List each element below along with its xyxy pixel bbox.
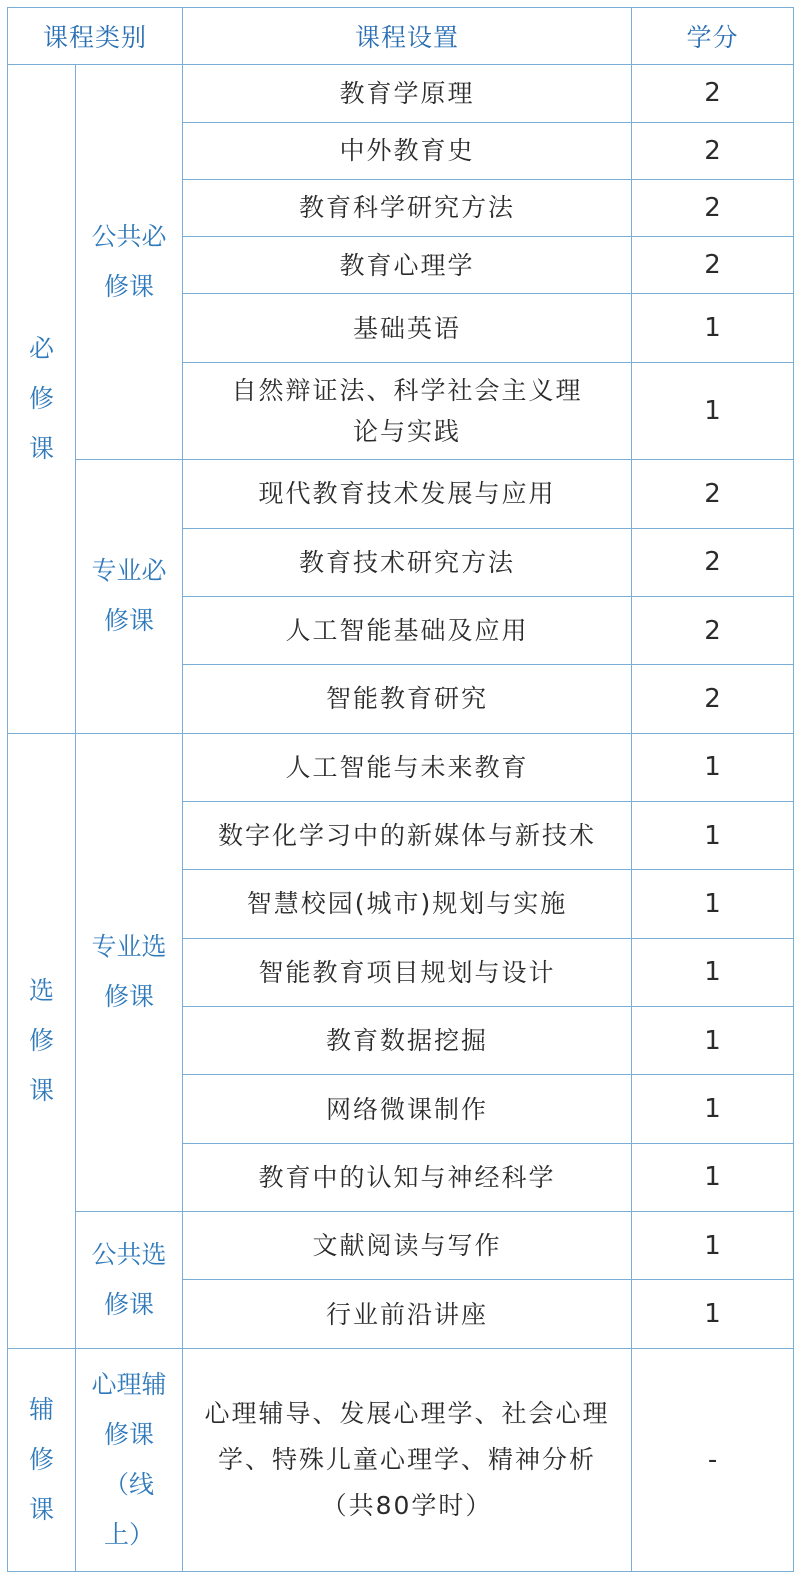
course-name: 教育技术研究方法 <box>183 528 632 596</box>
course-credit: 1 <box>632 801 794 869</box>
category-auxiliary-label: 辅修课 <box>29 1394 55 1524</box>
course-credit: 1 <box>632 1212 794 1280</box>
course-name: 智慧校园(城市)规划与实施 <box>183 870 632 938</box>
course-name: 人工智能基础及应用 <box>183 596 632 664</box>
course-name-text: 自然辩证法、科学社会主义理论与实践 <box>231 375 583 446</box>
course-credit: 2 <box>632 179 794 236</box>
course-credit: 1 <box>632 733 794 801</box>
subcategory-label: 公共选修课 <box>91 1239 167 1319</box>
course-name: 文献阅读与写作 <box>183 1212 632 1280</box>
table-row <box>8 65 794 122</box>
course-name: 教育心理学 <box>183 237 632 294</box>
course-name: 行业前沿讲座 <box>183 1280 632 1348</box>
course-name: 基础英语 <box>183 294 632 362</box>
course-name <box>183 362 632 459</box>
category-elective <box>8 733 76 1348</box>
header-course: 课程设置 <box>183 8 632 65</box>
course-credit: 1 <box>632 362 794 459</box>
category-elective-label: 选修课 <box>29 975 55 1105</box>
course-credit: 1 <box>632 1075 794 1143</box>
course-name: 数字化学习中的新媒体与新技术 <box>183 801 632 869</box>
course-credit: 1 <box>632 938 794 1006</box>
course-credit: 2 <box>632 237 794 294</box>
course-name: 中外教育史 <box>183 122 632 179</box>
category-required-label: 必修课 <box>29 333 55 463</box>
category-required <box>8 65 76 733</box>
course-credit: 1 <box>632 294 794 362</box>
subcategory-label: 专业必修课 <box>91 556 167 636</box>
course-credit: 2 <box>632 122 794 179</box>
course-credit: 2 <box>632 528 794 596</box>
subcategory-label: 心理辅修课（线上） <box>91 1369 167 1549</box>
course-credit: 1 <box>632 1006 794 1074</box>
course-credit: 1 <box>632 870 794 938</box>
subcategory-label: 专业选修课 <box>91 932 167 1012</box>
table-row <box>8 1212 794 1280</box>
course-name: 教育学原理 <box>183 65 632 122</box>
course-name: 教育中的认知与神经科学 <box>183 1143 632 1211</box>
subcategory-public-elective <box>76 1212 183 1349</box>
course-credit: 2 <box>632 596 794 664</box>
course-name: 智能教育研究 <box>183 665 632 733</box>
course-name: 现代教育技术发展与应用 <box>183 460 632 528</box>
subcategory-label: 公共必修课 <box>91 222 167 302</box>
header-credit: 学分 <box>632 8 794 65</box>
course-name <box>183 1348 632 1571</box>
course-name: 教育数据挖掘 <box>183 1006 632 1074</box>
course-credit: 2 <box>632 65 794 122</box>
course-credit: 2 <box>632 665 794 733</box>
subcategory-major-required <box>76 460 183 733</box>
category-auxiliary <box>8 1348 76 1571</box>
subcategory-psych-minor <box>76 1348 183 1571</box>
course-name: 智能教育项目规划与设计 <box>183 938 632 1006</box>
course-name: 网络微课制作 <box>183 1075 632 1143</box>
subcategory-major-elective <box>76 733 183 1211</box>
subcategory-public-required <box>76 65 183 460</box>
table-row <box>8 1348 794 1571</box>
course-credit: 2 <box>632 460 794 528</box>
course-name-text: 心理辅导、发展心理学、社会心理学、特殊儿童心理学、精神分析（共80学时） <box>204 1398 610 1520</box>
table-row <box>8 460 794 528</box>
course-table <box>7 7 794 1572</box>
course-name: 人工智能与未来教育 <box>183 733 632 801</box>
header-category: 课程类别 <box>8 8 183 65</box>
header-row <box>8 8 794 65</box>
table-row <box>8 733 794 801</box>
course-credit: 1 <box>632 1143 794 1211</box>
course-credit: 1 <box>632 1280 794 1348</box>
course-name: 教育科学研究方法 <box>183 179 632 236</box>
course-credit: - <box>632 1348 794 1571</box>
